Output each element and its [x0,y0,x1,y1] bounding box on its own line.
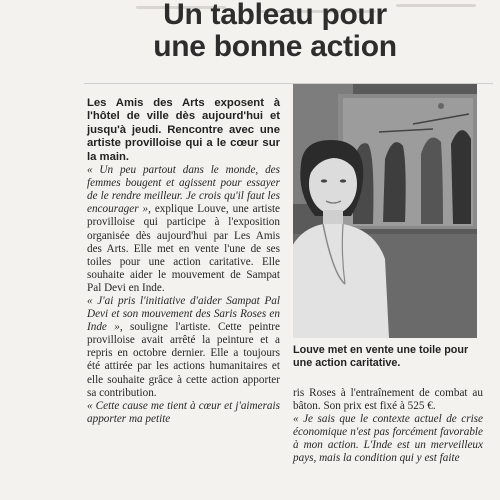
lead-paragraph: Les Amis des Arts exposent à l'hôtel de ville dès aujourd'hui et jusqu'à jeudi. Rencontre avec une artiste provilloise qui a le cœur sur la main. [87,97,280,163]
left-column [87,97,280,426]
headline [110,0,440,63]
paragraph-3 [87,400,280,426]
portrait-photo [293,84,477,338]
headline-line-2: une bonne action [153,30,397,63]
right-paragraph-2 [293,413,483,465]
paragraph-2 [87,295,280,400]
quote-3: « Cette cause me tient à cœur et j'aimerais apporter ma petite [87,399,280,425]
right-column [293,387,483,466]
right-paragraph-1: ris Roses à l'entraînement de combat au bâton. Son prix est fixé à 525 €. [293,387,483,413]
photo-caption: Louve met en vente une toile pour une action caritative. [293,344,469,369]
page-bottom-fade [0,492,500,500]
quote-2: « J'ai pris l'initiative d'aider Sampat Pal Devi et son mouvement des Saris Roses en Inde », [87,294,280,334]
quote-4: « Je sais que le contexte actuel de crise économique n'est pas forcément favorable à mon action. L'Inde est un merveilleux pays, mais la condition qui y est faite [293,413,483,465]
quote-1: « Un peu partout dans le monde, des femmes bougent et agissent pour essayer de le rendre meilleur. Je crois qu'il faut les encourager », [87,164,280,216]
paragraph-1 [87,164,280,295]
paragraph-2-text: souligne l'artiste. Cette peintre provilloise avait arrêté la peinture et a repris en octobre dernier. Elle a toujours été attirée par les actions humanitaires et elle souhaite grâce à cette action apporter sa contribution. [87,321,280,399]
headline-line-1: Un tableau pour [163,0,387,31]
portrait-illustration [293,84,477,338]
paragraph-1-text: explique Louve, une artiste provilloise qui participe à l'exposition organisée dès aujourd'hui par Les Amis des Arts. Elle met en vente l'une de ses toiles pour une action caritative. Elle souhaite aider le mouvement de Sampat Pal Devi en Inde. [87,203,281,294]
